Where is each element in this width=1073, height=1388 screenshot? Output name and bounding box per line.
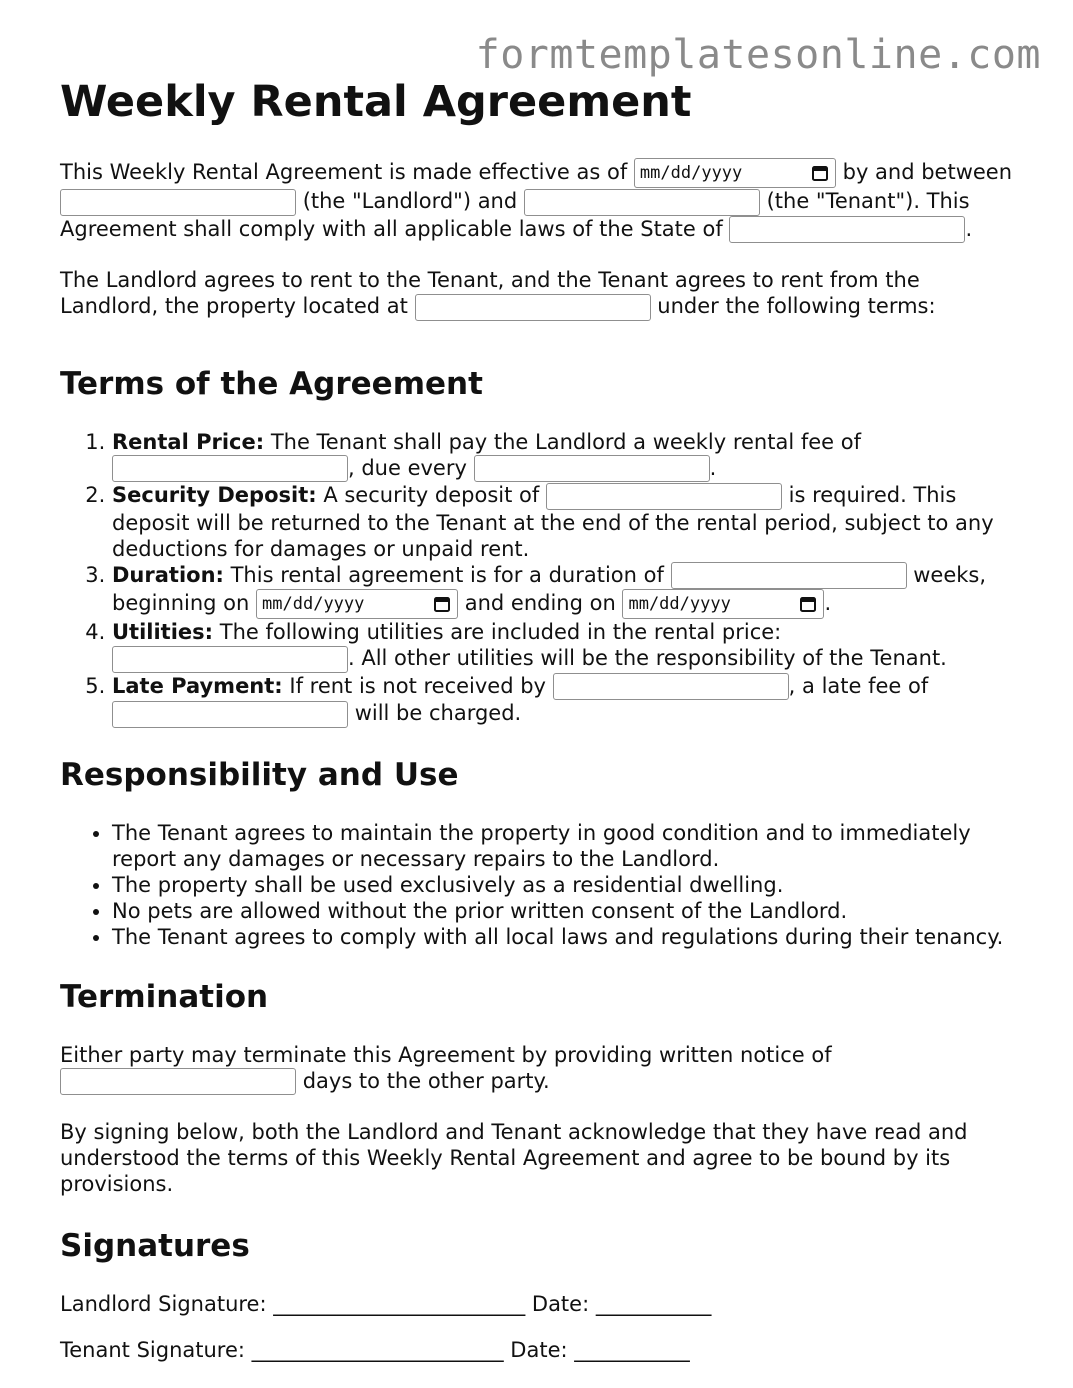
rent-due-day-input[interactable]: [474, 455, 710, 482]
watermark: formtemplatesonline.com: [475, 32, 1041, 78]
document-page: [60, 76, 1020, 1383]
termination-heading: Termination: [60, 978, 269, 1015]
terms-list: [60, 429, 1020, 728]
list-item: • The property shall be used exclusively as a residential dwelling.: [112, 872, 1020, 898]
late-payment-deadline-input[interactable]: [553, 673, 789, 700]
landlord-name-input[interactable]: [60, 189, 296, 216]
list-item: • The Tenant agrees to maintain the property in good condition and to immediately report any damages or necessary repairs to the Landlord.: [112, 820, 1020, 872]
term-security-deposit: 2. Security Deposit: A security deposit of is required. This deposit will be returned to the Tenant at the end of the rental period, subject to any deductions for damages or unpaid rent.: [112, 482, 1020, 562]
tenant-signature-line: Tenant Signature: ________________________ Date: ___________: [60, 1338, 690, 1362]
terms-heading: Terms of the Agreement: [60, 365, 483, 402]
rental-fee-input[interactable]: [112, 455, 348, 482]
responsibility-list: [60, 820, 1020, 950]
effective-date-input[interactable]: mm/dd/yyyy: [634, 158, 836, 188]
landlord-signature-line: Landlord Signature: ________________________ Date: ___________: [60, 1292, 712, 1316]
utilities-input[interactable]: [112, 646, 348, 673]
start-date-input[interactable]: mm/dd/yyyy: [256, 589, 458, 619]
term-late-payment: 5. Late Payment: If rent is not received by , a late fee of will be charged.: [112, 673, 1020, 728]
intro-paragraph: This Weekly Rental Agreement is made effective as of mm/dd/yyyy by and between (the "Landlord") and (the "Tenant"). This Agreement shall comply with all applicable laws of the State of .: [60, 158, 1020, 243]
late-fee-input[interactable]: [112, 701, 348, 728]
property-address-input[interactable]: [415, 294, 651, 321]
responsibility-heading: Responsibility and Use: [60, 756, 459, 793]
page-title: Weekly Rental Agreement: [60, 77, 692, 127]
notice-days-input[interactable]: [60, 1068, 296, 1095]
property-paragraph: The Landlord agrees to rent to the Tenant, and the Tenant agrees to rent from the Landlord, the property located at under the following terms:: [60, 267, 1020, 321]
list-item: • No pets are allowed without the prior written consent of the Landlord.: [112, 898, 1020, 924]
security-deposit-input[interactable]: [546, 483, 782, 510]
signatures-heading: Signatures: [60, 1228, 250, 1264]
term-rental-price: 1. Rental Price: The Tenant shall pay the Landlord a weekly rental fee of , due every .: [112, 429, 1020, 483]
end-date-input[interactable]: mm/dd/yyyy: [622, 589, 824, 619]
calendar-icon: [799, 595, 817, 613]
calendar-icon: [811, 164, 829, 182]
duration-weeks-input[interactable]: [671, 562, 907, 589]
term-duration: 3. Duration: This rental agreement is for a duration of weeks, beginning on mm/dd/yyyy and ending on mm/dd/yyyy .: [112, 562, 1020, 620]
calendar-icon: [433, 595, 451, 613]
termination-paragraph: Either party may terminate this Agreement by providing written notice of days to the other party.: [60, 1042, 1020, 1096]
list-item: • The Tenant agrees to comply with all local laws and regulations during their tenancy.: [112, 924, 1020, 950]
term-utilities: 4. Utilities: The following utilities are included in the rental price: . All other utilities will be the responsibility of the Tenant.: [112, 619, 1020, 673]
tenant-name-input[interactable]: [524, 189, 760, 216]
state-input[interactable]: [729, 216, 965, 243]
acknowledgement-paragraph: By signing below, both the Landlord and Tenant acknowledge that they have read and understood the terms of this Weekly Rental Agreement and agree to be bound by its provisions.: [60, 1120, 968, 1196]
